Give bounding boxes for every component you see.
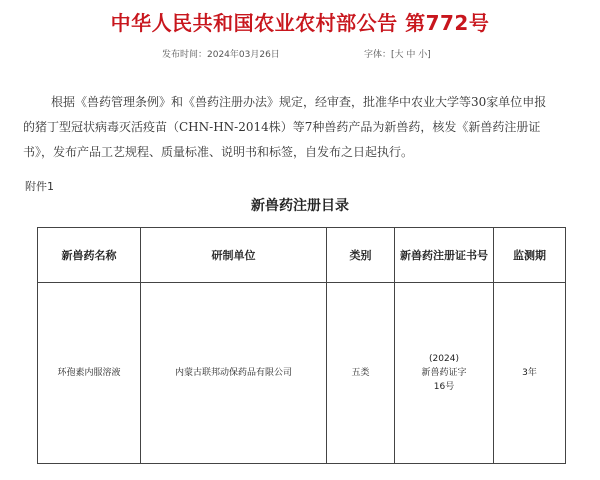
header-monitoring-period: 监测期	[494, 228, 566, 283]
attachment-label: 附件1	[25, 180, 54, 193]
body-line-1: 根据《兽药管理条例》和《兽药注册办法》规定，经审查，批准华中农业大学等30家单位申报	[51, 95, 547, 109]
header-certificate-number: 新兽药注册证书号	[395, 228, 494, 283]
table-row	[38, 283, 566, 464]
font-size-selector[interactable]: 字体：[大 中 小]	[364, 50, 431, 60]
cell-monitoring-period: 3年	[494, 283, 566, 464]
cell-certificate-number	[395, 283, 494, 464]
cell-category: 五类	[327, 283, 395, 464]
table-header-row	[38, 228, 566, 283]
cell-drug-name: 环孢素内服溶液	[38, 283, 141, 464]
cert-year: (2024)	[429, 354, 459, 364]
header-category: 类别	[327, 228, 395, 283]
body-line-2: 的猪丁型冠状病毒灭活疫苗（CHN-HN-2014株）等7种兽药产品为新兽药，核发《新兽药注册证	[23, 120, 541, 134]
announcement-body	[23, 90, 577, 165]
table-title: 新兽药注册目录	[251, 198, 349, 214]
page-title: 中华人民共和国农业农村部公告 第772号	[110, 11, 490, 35]
body-line-3: 书》，发布产品工艺规程、质量标准、说明书和标签，自发布之日起执行。	[23, 145, 414, 159]
cell-developer: 内蒙古联邦动保药品有限公司	[141, 283, 327, 464]
publish-date: 发布时间：2024年03月26日	[162, 50, 280, 60]
cert-number: 16号	[433, 382, 455, 392]
header-developer: 研制单位	[141, 228, 327, 283]
header-drug-name: 新兽药名称	[38, 228, 141, 283]
registration-table	[37, 227, 566, 464]
cert-prefix: 新兽药证字	[421, 368, 467, 378]
